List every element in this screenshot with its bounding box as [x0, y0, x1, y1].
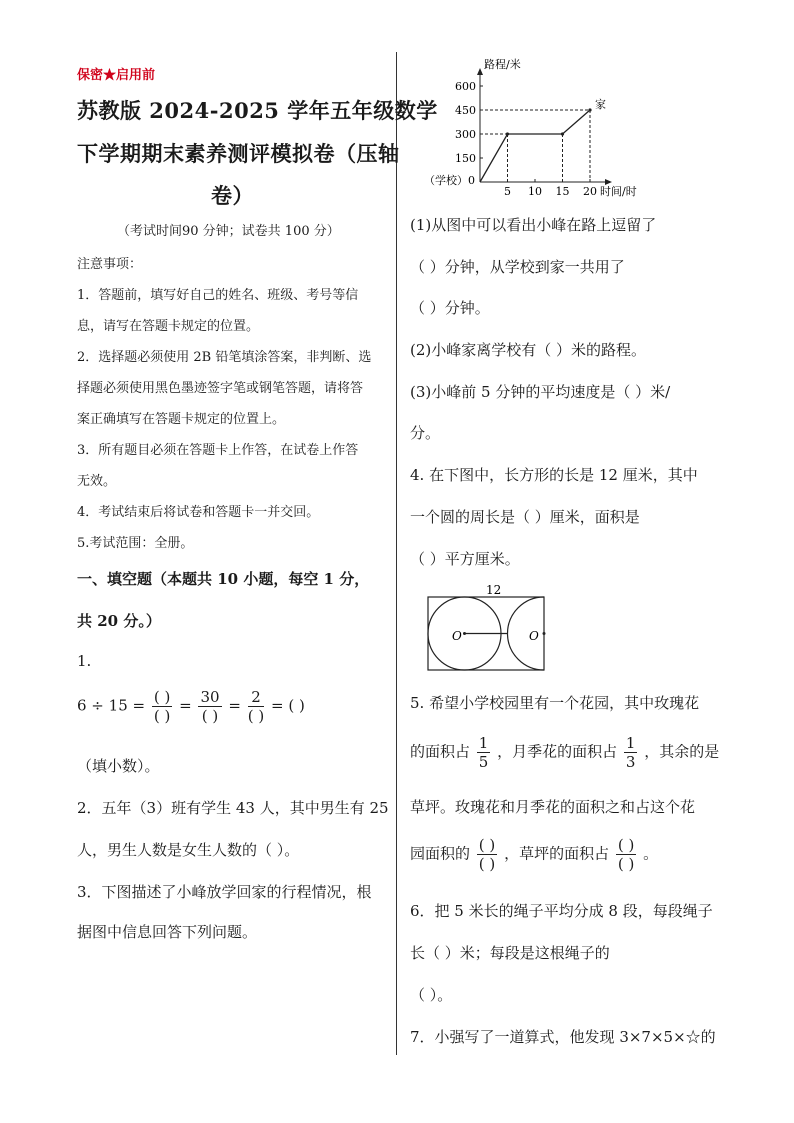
note-1a: 1．答题前，填写好自己的姓名、班级、考号等信: [77, 288, 359, 303]
x-axis-label: 时间/时: [600, 185, 637, 198]
q5-lawn-den[interactable]: ( ): [617, 855, 635, 873]
q1-f3-den[interactable]: ( ): [247, 707, 265, 725]
q5-d-post: 。: [643, 844, 659, 863]
q6-line-a: 6．把 5 米长的绳子平均分成 8 段，每段绳子: [410, 902, 713, 920]
y-tick-label: 300: [455, 128, 476, 141]
circles-rectangle-figure: [426, 582, 566, 674]
q2-line-b: 人，男生人数是女生人数的（ ）。: [77, 841, 300, 859]
q5-b-pre: 的面积占: [410, 742, 471, 761]
q5-chinarose-den: 3: [625, 753, 636, 771]
q3-line-b: 据图中信息回答下列问题。: [77, 923, 258, 941]
q5-sum-num[interactable]: ( ): [478, 836, 496, 854]
q1-equals-2: =: [228, 696, 241, 715]
exam-title-line1: 苏教版 2024-2025 学年五年级数学: [77, 98, 438, 123]
x-tick-label: 5: [504, 185, 511, 198]
note-3a: 3．所有题目必须在答题卡上作答，在试卷上作答: [77, 443, 359, 458]
y-axis-label: 路程/米: [484, 58, 521, 71]
y-tick-label: 150: [455, 152, 476, 165]
q5-lawn-fraction: [616, 836, 636, 873]
q3-sub3-a: (3)小峰前 5 分钟的平均速度是（ ）米/: [410, 383, 671, 401]
note-1b: 息，请写在答题卡规定的位置。: [77, 319, 260, 334]
q3-sub3-b: 分。: [410, 424, 441, 442]
note-4: 4．考试结束后将试卷和答题卡一并交回。: [77, 505, 320, 520]
q1-f1-den[interactable]: ( ): [153, 707, 171, 725]
exam-title-line3: 卷）: [211, 183, 254, 208]
data-point: [561, 132, 564, 135]
q1-note: （填小数）。: [77, 757, 160, 775]
q3-sub1-c: （ ）分钟。: [410, 299, 490, 317]
q6-line-b: 长（ ）米；每段是这根绳子的: [410, 944, 610, 962]
notes-heading: 注意事项：: [77, 257, 143, 272]
q1-f2-num: 30: [200, 688, 220, 706]
q1-equals-1: =: [179, 696, 192, 715]
q1-fraction-2: [198, 688, 221, 725]
q1-lhs: 6 ÷ 15 =: [77, 696, 146, 715]
q5-d-mid: ，草坪的面积占: [504, 844, 610, 863]
note-2c: 案正确填写在答题卡规定的位置上。: [77, 412, 286, 427]
q4-line-b: 一个圆的周长是（ ）厘米，面积是: [410, 508, 640, 526]
q5-line-b: [410, 734, 719, 771]
q3-line-a: 3．下图描述了小峰放学回家的行程情况，根: [77, 883, 372, 901]
y-axis-arrow: [477, 68, 483, 75]
center-2-label: O: [529, 629, 539, 643]
section1-heading-a: 一、填空题（本题共 10 小题，每空 1 分，: [77, 570, 370, 588]
section1-heading-b: 共 20 分。）: [77, 612, 161, 630]
center-1-dot: [463, 632, 466, 635]
y-tick-label: 600: [455, 80, 476, 93]
q5-line-a: 5. 希望小学校园里有一个花园，其中玫瑰花: [410, 694, 700, 712]
q5-rose-fraction: [477, 734, 491, 771]
q1-equation: [77, 688, 305, 725]
q7-line-a: 7．小强写了一道算式，他发现 3×7×5×☆的: [410, 1028, 716, 1046]
q5-b-post: ，其余的是: [644, 742, 720, 761]
q1-equals-3: =: [270, 696, 284, 715]
note-3b: 无效。: [77, 474, 117, 489]
series-line: [480, 110, 590, 182]
q5-rose-den: 5: [478, 753, 489, 771]
q5-sum-den[interactable]: ( ): [478, 855, 496, 873]
y-tick-label: 450: [455, 104, 476, 117]
confidential-label: 保密★启用前: [77, 68, 156, 83]
column-divider: [396, 52, 397, 1055]
q1-fraction-1: [152, 688, 172, 725]
x-tick-label: 15: [555, 185, 570, 198]
x-tick-label: 10: [528, 185, 542, 198]
q1-f1-num[interactable]: ( ): [153, 688, 171, 706]
q5-chinarose-num: 1: [625, 734, 636, 752]
distance-time-chart: [422, 58, 662, 204]
q2-line-a: 2．五年（3）班有学生 43 人，其中男生有 25: [77, 799, 389, 817]
q5-line-d: [410, 836, 658, 873]
q3-sub2: (2)小峰家离学校有（ ）米的路程。: [410, 341, 647, 359]
q4-line-c: （ ）平方厘米。: [410, 550, 520, 568]
q5-d-pre: 园面积的: [410, 844, 471, 863]
q5-line-c: 草坪。玫瑰花和月季花的面积之和占这个花: [410, 798, 696, 816]
q5-sum-fraction: [477, 836, 497, 873]
q1-number: 1.: [77, 652, 92, 670]
origin-label: （学校）0: [424, 174, 475, 187]
q3-sub1-b: （ ）分钟，从学校到家一共用了: [410, 258, 625, 276]
q5-b-mid: ，月季花的面积占: [497, 742, 618, 761]
q6-line-c: （ ）。: [410, 986, 453, 1004]
q1-answer-blank[interactable]: ( ): [288, 696, 305, 715]
exam-info: （考试时间90 分钟；试卷共 100 分）: [117, 224, 340, 239]
q1-f3-num: 2: [248, 688, 264, 707]
q1-fraction-3: [248, 688, 264, 725]
note-2b: 择题必须使用黑色墨迹签字笔或钢笔答题，请将答: [77, 381, 364, 396]
home-label: 家: [595, 98, 606, 111]
x-tick-label: 20: [583, 185, 597, 198]
center-2-dot: [543, 632, 546, 635]
q3-sub1-a: (1)从图中可以看出小峰在路上逗留了: [410, 216, 657, 234]
q5-rose-num: 1: [478, 734, 489, 752]
q5-chinarose-fraction: [624, 734, 638, 771]
q1-f2-den[interactable]: ( ): [201, 707, 219, 725]
note-5: 5.考试范围：全册。: [77, 536, 194, 551]
figure-length-label: 12: [486, 583, 502, 597]
center-1-label: O: [452, 629, 462, 643]
note-2a: 2．选择题必须使用 2B 铅笔填涂答案，非判断、选: [77, 350, 372, 365]
exam-title-line2: 下学期期末素养测评模拟卷（压轴: [77, 141, 400, 166]
q5-lawn-num[interactable]: ( ): [617, 836, 635, 854]
q4-line-a: 4. 在下图中，长方形的长是 12 厘米，其中: [410, 466, 698, 484]
data-point: [588, 108, 591, 111]
